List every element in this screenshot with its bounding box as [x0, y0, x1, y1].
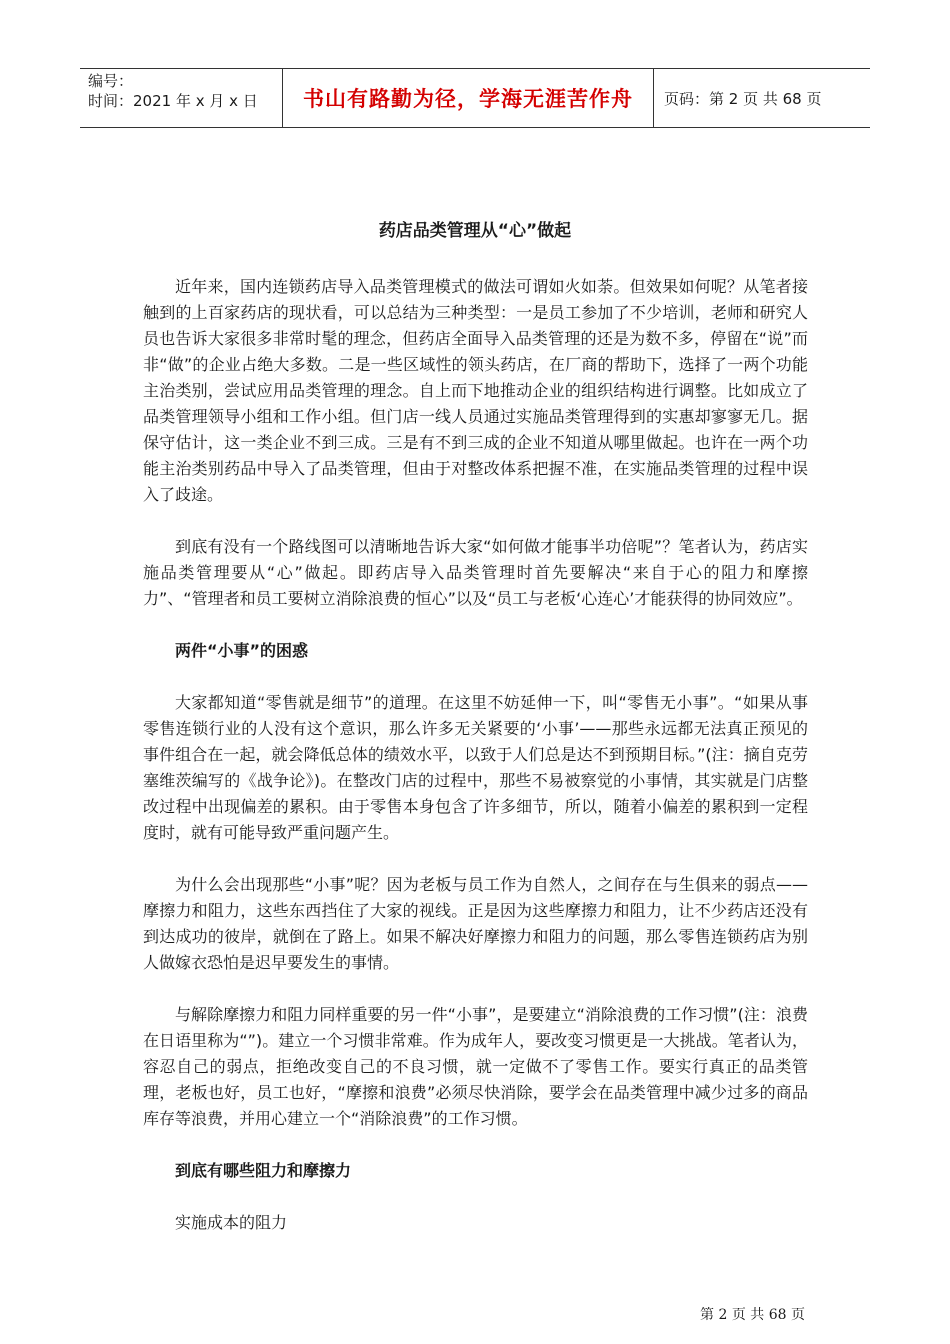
- header-meta: [80, 69, 282, 127]
- document-body: [143, 274, 808, 1236]
- paragraph: 近年来，国内连锁药店导入品类管理模式的做法可谓如火如荼。但效果如何呢？从笔者接触到的上百家药店的现状看，可以总结为三种类型：一是员工参加了不少培训，老师和研究人员也告诉大家很多非常时髦的理念，但药店全面导入品类管理的还是为数不多，停留在“说”而非“做”的企业占绝大多数。二是一些区域性的领头药店，在厂商的帮助下，选择了一两个功能主治类别，尝试应用品类管理的理念。自上而下地推动企业的组织结构进行调整。比如成立了品类管理领导小组和工作小组。但门店一线人员通过实施品类管理得到的实惠却寥寥无几。据保守估计，这一类企业不到三成。三是有不到三成的企业不知道从哪里做起。也许在一两个功能主治类别药品中导入了品类管理，但由于对整改体系把握不准，在实施品类管理的过程中误入了歧途。: [143, 277, 808, 504]
- paragraph: 为什么会出现那些“小事”呢？因为老板与员工作为自然人，之间存在与生俱来的弱点——摩擦力和阻力，这些东西挡住了大家的视线。正是因为这些摩擦力和阻力，让不少药店还没有到达成功的彼岸，就倒在了路上。如果不解决好摩擦力和阻力的问题，那么零售连锁药店为别人做嫁衣恐怕是迟早要发生的事情。: [143, 875, 808, 972]
- paragraph: 实施成本的阻力: [175, 1213, 288, 1232]
- page-footer: 第 2 页 共 68 页: [700, 1307, 805, 1323]
- time-label: 时间：2021 年 x 月 x 日: [88, 92, 258, 110]
- header-page-info: 页码：第 2 页 共 68 页: [664, 89, 822, 108]
- paragraph: 大家都知道“零售就是细节”的道理。在这里不妨延伸一下，叫“零售无小事”。“如果从事零售连锁行业的人没有这个意识，那么许多无关紧要的‘小事’——那些永远都无法真正预见的事件组合在一起，就会降低总体的绩效水平，以致于人们总是达不到预期目标。”(注：摘自克劳塞维茨编写的《战争论》)。在整改门店的过程中，那些不易被察觉的小事情，其实就是门店整改过程中出现偏差的累积。由于零售本身包含了许多细节，所以，随着小偏差的累积到一定程度时，就有可能导致严重问题产生。: [143, 693, 808, 842]
- paragraph: 与解除摩擦力和阻力同样重要的另一件“小事”，是要建立“消除浪费的工作习惯”(注：浪费在日语里称为“”)。建立一个习惯非常难。作为成年人，要改变习惯更是一大挑战。笔者认为，容忍自己的弱点，拒绝改变自己的不良习惯，就一定做不了零售工作。要实行真正的品类管理，老板也好，员工也好，“摩擦和浪费”必须尽快消除，要学会在品类管理中减少过多的商品库存等浪费，并用心建立一个“消除浪费”的工作习惯。: [143, 1005, 808, 1128]
- section-heading: 两件“小事”的困惑: [175, 641, 309, 660]
- number-label: 编号：: [88, 72, 134, 90]
- page-header: [80, 68, 870, 128]
- section-heading: 到底有哪些阻力和摩擦力: [175, 1161, 352, 1180]
- header-motto: 书山有路勤为径，学海无涯苦作舟: [282, 69, 654, 127]
- paragraph: 到底有没有一个路线图可以清晰地告诉大家“如何做才能事半功倍呢”？笔者认为，药店实施品类管理要从“心”做起。即药店导入品类管理时首先要解决“来自于心的阻力和摩擦力”、“管理者和员工要树立消除浪费的恒心”以及“员工与老板‘心连心’才能获得的协同效应”。: [143, 537, 808, 608]
- document-title: 药店品类管理从“心”做起: [378, 221, 572, 241]
